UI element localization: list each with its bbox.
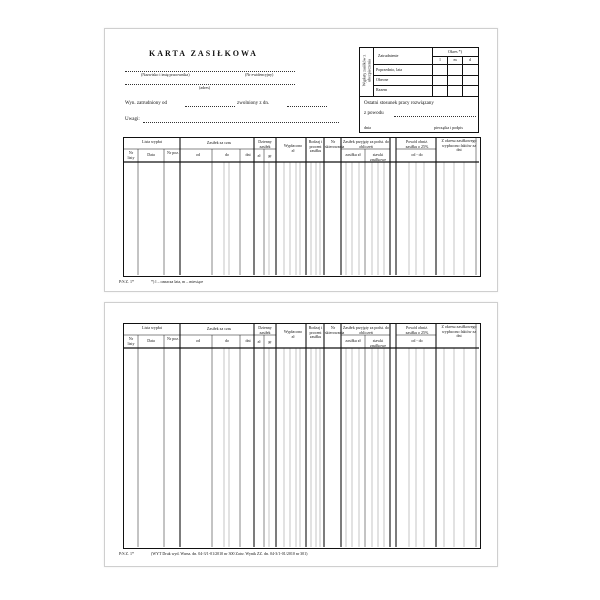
hdr-rise: Powód obniż. zasiłku o 25% xyxy=(405,139,429,149)
termination-box xyxy=(359,97,479,133)
hdr-to: do xyxy=(225,338,229,343)
hdr-increase: Zasiłek przyjęty za podst. do obliczeń xyxy=(342,325,390,335)
form-title: KARTA ZASIŁKOWA xyxy=(149,49,258,58)
table-grid xyxy=(124,324,479,547)
hdr-zl: zł xyxy=(257,153,261,158)
hdr-pos: Nr poz. xyxy=(167,150,179,155)
side-cols-header: Okres *) xyxy=(448,49,462,54)
hdr-paid: Wypłacono zł xyxy=(283,143,303,153)
form-page-front xyxy=(104,28,498,292)
notes-line[interactable] xyxy=(143,122,339,123)
side-col-m: m xyxy=(453,57,457,62)
hdr-days: dni xyxy=(245,152,251,157)
hdr-allowance: Zasiłek za czas xyxy=(206,140,232,145)
hdr-increase-from: zasiłku zł xyxy=(345,152,361,157)
hdr-lists: Lista wypłat xyxy=(142,325,162,330)
hdr-certificate: Nr skierowania xyxy=(325,325,345,335)
hdr-from: od xyxy=(196,338,200,343)
footer2-code: P/S Z. 1* xyxy=(119,551,135,556)
hdr-list-no: Nr listy xyxy=(127,336,135,346)
hdr-lists: Lista wypłat xyxy=(142,139,162,144)
side-row-3: Razem xyxy=(376,87,388,92)
hdr-rise: Powód obniż. zasiłku o 25% xyxy=(405,325,429,335)
hdr-zl: zł xyxy=(257,339,261,344)
termination-text: Ostatni stosunek pracy rozwiązany xyxy=(364,101,434,106)
address-line[interactable] xyxy=(125,84,295,85)
hdr-remarks: Z okresu zasiłkowego wypłacono faktów za dni xyxy=(441,324,477,338)
hdr-days: dni xyxy=(245,338,251,343)
hdr-date: Data xyxy=(147,338,155,343)
dismissed-line[interactable] xyxy=(287,106,327,107)
hdr-paid: Wypłacono zł xyxy=(283,329,303,339)
hdr-daily: Dzienny zasiłek xyxy=(258,325,272,335)
footer-code: P/S Z. 1* xyxy=(119,279,135,284)
hdr-certificate: Nr skierowania xyxy=(325,139,345,149)
side-col-d: d xyxy=(469,57,471,62)
hdr-allowance: Zasiłek za czas xyxy=(206,326,232,331)
hdr-pos: Nr poz. xyxy=(167,336,179,341)
allowance-table-front xyxy=(123,137,481,277)
signature-label: pieczątka i podpis xyxy=(434,125,463,130)
side-row-2: Obecne xyxy=(376,77,389,82)
hdr-to: do xyxy=(225,152,229,157)
footer-note: *) l – oznacza lata, m – miesiące xyxy=(151,279,204,284)
notes-label: Uwagi: xyxy=(125,117,140,122)
hdr-remarks: Z okresu zasiłkowego wypłacono faktów za dni xyxy=(441,138,477,152)
hdr-date: Data xyxy=(147,152,155,157)
reason-text: z powodu xyxy=(364,111,384,116)
date-label: dnia xyxy=(364,125,371,130)
side-col-l: l xyxy=(439,57,441,62)
hired-from-label: Wyn. zatrudniony od xyxy=(125,101,168,106)
hdr-basis: Rodzaj i procent zasiłku xyxy=(308,325,323,339)
hdr-increase-from: zasiłku zł xyxy=(345,338,361,343)
hdr-rise-sub: od - do xyxy=(411,338,423,343)
employment-box xyxy=(359,47,479,97)
allowance-table-back xyxy=(123,323,481,549)
hdr-rise-sub: od - do xyxy=(411,152,423,157)
hdr-gr: gr xyxy=(268,153,272,158)
hdr-basis: Rodzaj i procent zasiłku xyxy=(308,139,323,153)
side-row-1: Poprzednio, lata xyxy=(376,67,402,72)
hired-from-line[interactable] xyxy=(185,106,235,107)
hdr-daily: Dzienny zasiłek xyxy=(258,139,272,149)
reason-line[interactable] xyxy=(394,116,476,117)
footer2-print: (WYT Druk wyd. Warsz. dn. 04-3/1-01/2010 nr 300 Zatw. Wynik ZZ. dn. 04-3/1-01/2010 nr 301) xyxy=(151,551,308,556)
address-caption: (adres) xyxy=(199,85,211,90)
side-box-label: Wypłaty zasiłków z ubezpieczenia xyxy=(361,54,371,87)
hdr-increase-to: stawki zasiłkowe xyxy=(370,152,386,162)
name-caption: (Nazwisko i imię pracownika) xyxy=(141,72,190,77)
dismissed-label: zwolniony z dn. xyxy=(237,101,270,106)
side-row-0: Zatrudnienie xyxy=(378,53,399,58)
form-page-back xyxy=(104,302,498,567)
number-caption: (Nr ewidencyjny) xyxy=(245,72,274,77)
hdr-increase: Zasiłek przyjęty za podst. do obliczeń xyxy=(342,139,390,149)
hdr-gr: gr xyxy=(268,339,272,344)
hdr-list-no: Nr listy xyxy=(127,150,135,160)
hdr-increase-to: stawki zasiłkowe xyxy=(370,338,386,348)
hdr-from: od xyxy=(196,152,200,157)
table-grid xyxy=(124,138,479,275)
